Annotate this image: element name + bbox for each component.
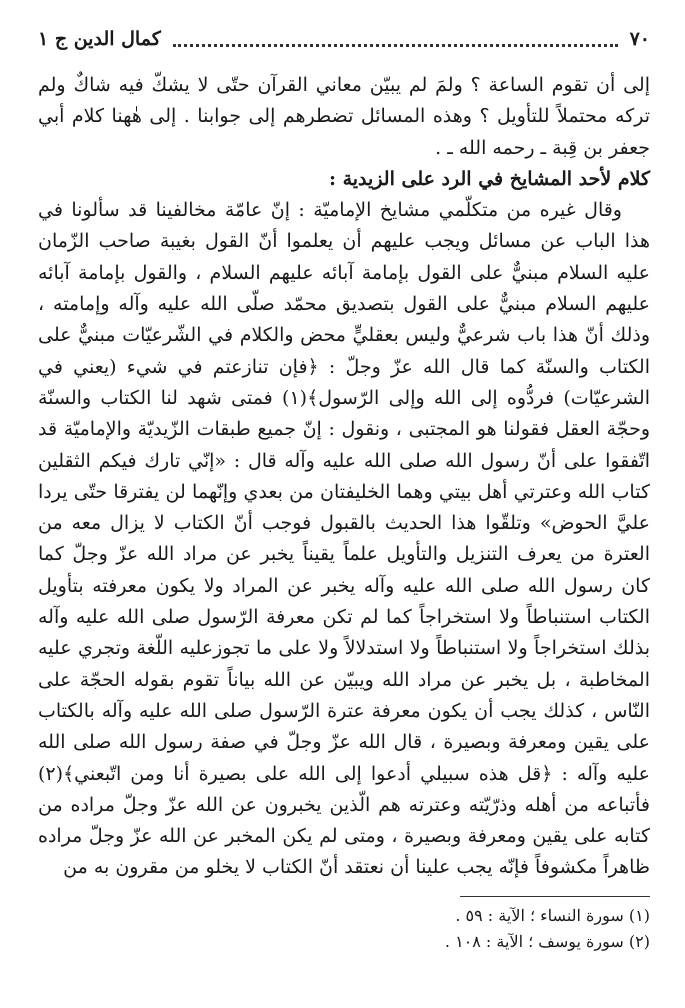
opening-paragraph: إلى أن تقوم الساعة ؟ ولمَ لم يبيّن معاني القرآن حتّى لا يشكّ فيه شاكٌ ولم تركه محتملاً للتأويل ؟ وهذه المسائل تضطرهم إلى جوابنا . إلى هٰهنا كلام أبي جعفر بن قِبة ـ رحمه الله ـ .	[38, 74, 650, 159]
book-page	[38, 22, 650, 992]
footnote-separator	[460, 896, 650, 897]
book-title: كمال الدين ج ١	[38, 28, 161, 50]
section-heading: كلام لأحد المشايخ في الرد على الزيدية :	[328, 167, 650, 190]
footnotes	[38, 903, 650, 955]
page-body	[38, 70, 650, 884]
page-header	[38, 22, 650, 56]
footnote-2: (٢) سورة يوسف ؛ الآية : ١٠٨ .	[444, 931, 650, 951]
page-number: ٧٠	[629, 28, 650, 50]
footnote-1: (١) سورة النساء ؛ الآية : ٥٩ .	[455, 905, 650, 925]
header-dotted-rule	[173, 32, 618, 47]
main-paragraph: وقال غيره من متكلّمي مشايخ الإماميّة : إنّ عامّة مخالفينا قد سألونا في هذا الباب عن مسائل ويجب عليهم أن يعلموا أنّ القول بغيبة صاحب الزّمان عليه السلام مبنيٌّ على القول بإمامة آبائه عليهم السلام ، والقول بإمامة آبائه عليهم السلام مبنيٌّ على القول بتصديق محمّد صلّى الله عليه وآله وإمامته ، وذلك أنّ هذا باب شرعيٌّ وليس بعقليٍّ محض والكلام في الشّرعيّات مبنيٌّ على الكتاب والسنّة كما قال الله عزّ وجلّ : ﴿فإن تنازعتم في شيء (يعني في الشرعيّات) فردُّوه إلى الله وإلى الرّسول﴾(١) فمتى شهد لنا الكتاب والسنّة وحجّة العقل فقولنا هو المجتبى ، ونقول : إنّ جميع طبقات الزّيديّة والإماميّة قد اتّفقوا على أنّ رسول الله صلى الله عليه وآله قال : «إنّي تارك فيكم الثقلين كتاب الله وعترتي أهل بيتي وهما الخليفتان من بعدي وإنّهما لن يفترقا حتّى يردا عليَّ الحوض» وتلقّوا هذا الحديث بالقبول فوجب أنّ الكتاب لا يزال معه من العترة من يعرف التنزيل والتأويل علماً يقيناً يخبر عن مراد الله عزّ وجلّ كما كان رسول الله صلى الله عليه وآله يخبر عن المراد ولا يكون معرفته بتأويل الكتاب استنباطاً ولا استخراجاً كما لم تكن معرفة الرّسول صلى الله عليه وآله بذلك استخراجاً ولا استنباطاً ولا استدلالاً ولا على ما تجوزعليه اللّغة وتجري عليه المخاطبة ، بل يخبر عن مراد الله ويبيّن عن الله بياناً تقوم بقوله الحجّة على النّاس ، كذلك يجب أن يكون معرفة عترة الرّسول صلى الله عليه وآله بالكتاب على يقين ومعرفة وبصيرة ، قال الله عزّ وجلّ في صفة رسول الله صلى الله عليه وآله : ﴿قل هذه سبيلي أدعوا إلى الله على بصيرة أنا ومن اتّبعني﴾(٢) فأتباعه من أهله وذرّيّته وعترته هم الّذين يخبرون عن الله عزّ وجلّ مراده من كتابه على يقين ومعرفة وبصيرة ، ومتى لم يكن المخبر عن الله عزّ وجلّ مراده ظاهراً مكشوفاً فإنّه يجب علينا أن نعتقد أنّ الكتاب لا يخلو من مقرون به من	[38, 199, 650, 879]
